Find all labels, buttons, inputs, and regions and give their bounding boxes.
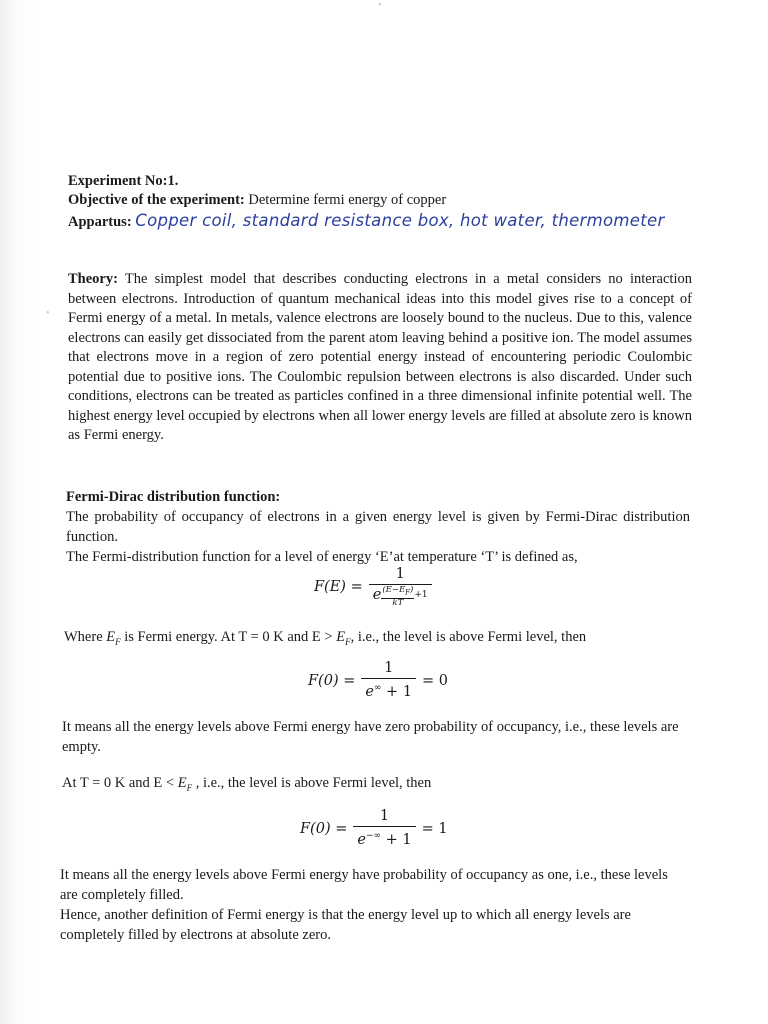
apparatus-handwritten-text: Copper coil, standard resistance box, hot water, thermometer xyxy=(135,211,665,230)
eq2-den-base: e xyxy=(365,684,374,700)
scan-speck: • xyxy=(378,0,382,11)
ef-letter-1: E xyxy=(106,629,116,645)
eq1-exp-den: kT xyxy=(392,597,404,608)
fd-para-2-text: The Fermi-distribution function for a level of energy ‘E’at temperature ‘T’ is defined as, xyxy=(66,549,578,565)
objective-label: Objective of the experiment: xyxy=(68,192,245,208)
eq3-lhs: F(0) = xyxy=(300,820,348,837)
eq3-numerator: 1 xyxy=(379,808,390,824)
fd-heading-text: Fermi-Dirac distribution function: xyxy=(66,489,281,505)
definition-paragraph xyxy=(60,906,680,945)
eq1-exp-num-end: ) xyxy=(410,585,414,595)
definition-text: Hence, another definition of Fermi energy is that the energy level up to which all energy levels are completely filled by electrons at absolute zero. xyxy=(60,907,631,943)
eq2-den-exp: ∞ xyxy=(373,683,382,693)
ef-symbol-2 xyxy=(336,629,350,645)
eq2-rhs: = 0 xyxy=(422,672,449,689)
eq3-denominator xyxy=(353,826,415,849)
experiment-number xyxy=(68,172,692,192)
eq1-den-base: e xyxy=(372,587,382,603)
eq1-den-tail: +1 xyxy=(414,590,428,600)
ef-symbol-3 xyxy=(178,775,192,791)
eq2-numerator: 1 xyxy=(384,660,394,676)
below-fermi-paragraph xyxy=(62,774,686,798)
empty-levels-text: It means all the energy levels above Fermi energy have zero probability of occupancy, i.e., these levels are empty. xyxy=(62,719,679,755)
apparatus-line xyxy=(68,211,748,233)
eq3-den-tail: + 1 xyxy=(381,832,412,848)
ef-sub-2: F xyxy=(345,636,351,647)
theory-label: Theory: xyxy=(68,271,118,287)
where-paragraph xyxy=(64,628,688,652)
where-part-1: Where xyxy=(64,629,107,645)
below-part-2: , i.e., the level is above Fermi level, then xyxy=(192,775,432,791)
eq1-exponent xyxy=(381,586,414,608)
objective-line xyxy=(68,191,692,211)
eq2-den-tail: + 1 xyxy=(381,684,413,700)
apparatus-label: Appartus: xyxy=(68,214,132,230)
where-part-2: is Fermi energy. At T = 0 K and E > xyxy=(120,629,337,645)
fd-para-2 xyxy=(66,548,690,568)
fd-para-1 xyxy=(66,508,690,547)
eq1-denominator xyxy=(369,584,432,608)
ef-symbol-1 xyxy=(106,629,120,645)
eq2-denominator xyxy=(361,678,416,701)
eq1-exp-num: (E−E xyxy=(382,585,406,595)
experiment-number-text: Experiment No:1. xyxy=(68,173,179,189)
theory-text: The simplest model that describes conducting electrons in a metal considers no interaction between electrons. Introduction of quantum mechanical ideas into this model gives rise to a concept of Fermi energy of a metal. In metals, valence electrons are loosely bound to the nucleus. Due to this, valence electrons can easily get dissociated from the parent atom leaving behind a positive ion. The model assumes that electrons move in a region of zero potential energy instead of encountering periodic Coulombic potential due to positive ions. The Coulombic repulsion between electrons is also discarded. Under such conditions, electrons can be treated as particles confined in a three dimensional infinite potential well. The highest energy level occupied by electrons when all lower energy levels are filled at absolute zero is known as Fermi energy. xyxy=(68,271,692,443)
filled-levels-text: It means all the energy levels above Fermi energy have probability of occupancy as one, i.e., these levels are completely filled. xyxy=(60,867,668,903)
ef-sub-3: F xyxy=(186,782,193,793)
eq1-exp-num-sub: F xyxy=(405,588,411,597)
scan-speck: • xyxy=(46,308,50,319)
eq2-lhs: F(0) = xyxy=(308,672,356,689)
filled-levels-paragraph xyxy=(60,866,670,905)
eq3-rhs: = 1 xyxy=(421,820,448,837)
equation-above-fermi xyxy=(308,660,448,701)
eq1-lhs: F(E) = xyxy=(314,578,363,595)
ef-letter-2: E xyxy=(336,629,346,645)
eq2-fraction xyxy=(361,660,416,701)
where-part-3: , i.e., the level is above Fermi level, then xyxy=(350,629,587,645)
objective-text: Determine fermi energy of copper xyxy=(244,192,447,208)
eq1-numerator: 1 xyxy=(395,566,405,582)
fd-heading xyxy=(66,488,690,508)
equation-fermi-dirac xyxy=(314,566,438,608)
below-part-1: At T = 0 K and E < xyxy=(62,775,178,791)
empty-levels-paragraph xyxy=(62,718,692,757)
eq3-den-base: e xyxy=(357,832,366,848)
eq3-den-exp: −∞ xyxy=(365,831,381,841)
ef-letter-3: E xyxy=(177,775,187,791)
theory-paragraph xyxy=(68,270,692,446)
eq3-fraction xyxy=(353,808,415,849)
fd-para-1-text: The probability of occupancy of electrons in a given energy level is given by Fermi-Dirac distribution function. xyxy=(66,509,690,545)
eq1-fraction xyxy=(369,566,432,608)
equation-below-fermi xyxy=(300,808,448,849)
ef-sub-1: F xyxy=(115,636,121,647)
